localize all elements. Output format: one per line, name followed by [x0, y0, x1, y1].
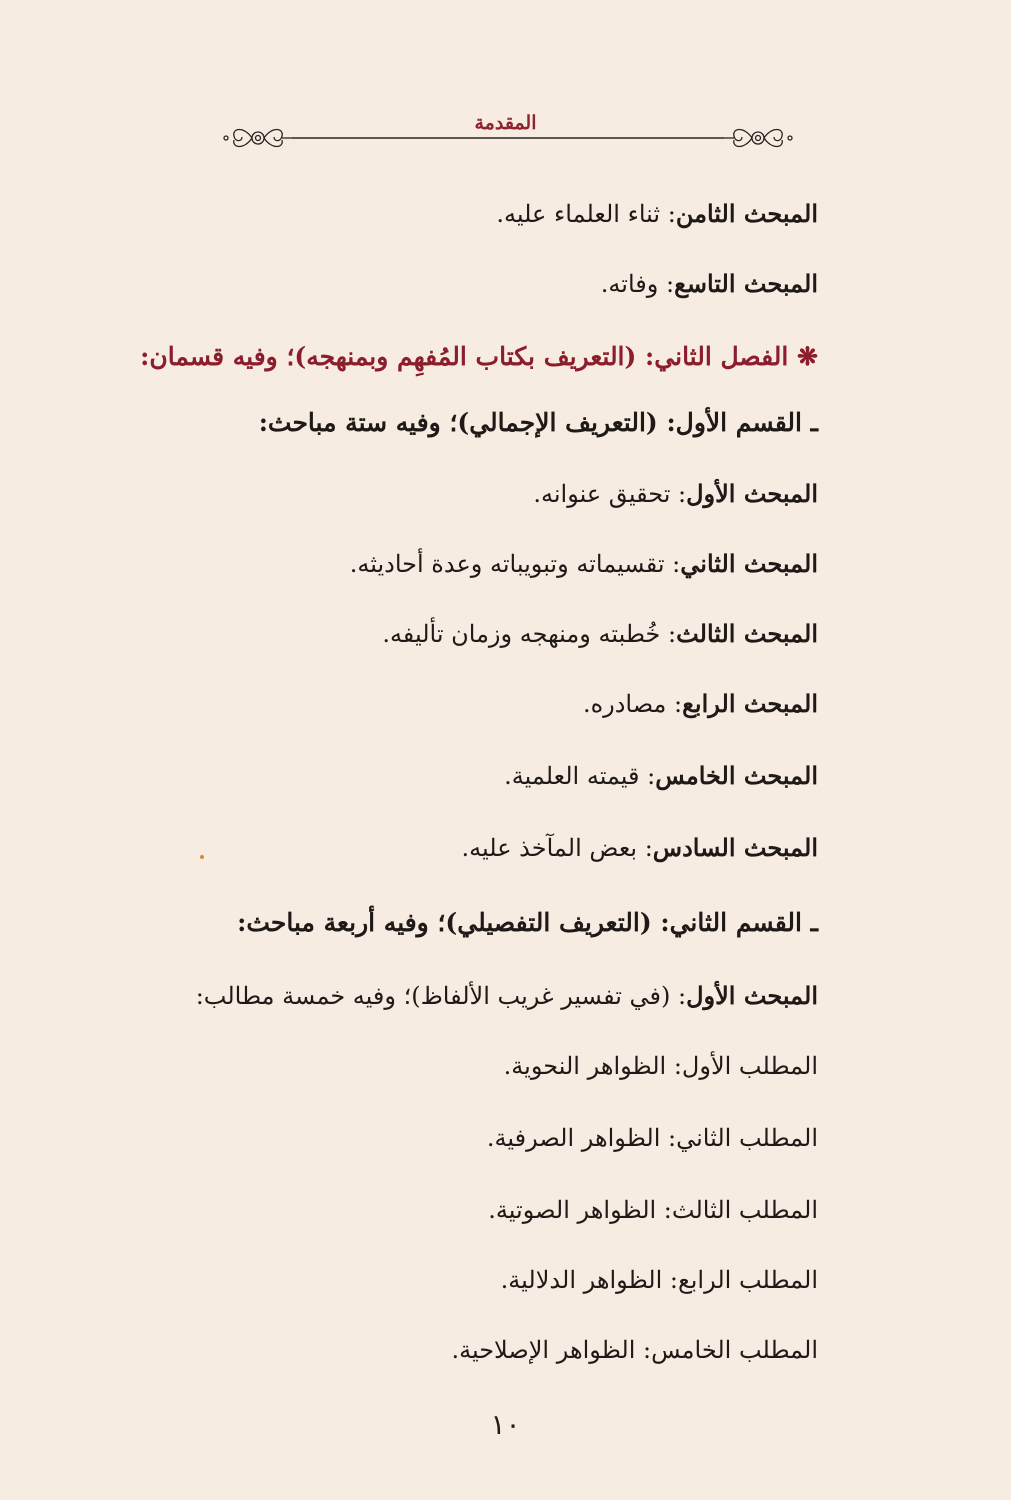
section-heading [259, 408, 818, 438]
sub-item-text: : الظواهر النحوية. [503, 1052, 682, 1080]
ink-speck [200, 855, 204, 859]
item-label: المبحث الرابع [682, 689, 818, 718]
sub-item-text: : الظواهر الصوتية. [488, 1196, 672, 1224]
item-text: : تحقيق عنوانه. [533, 480, 687, 508]
item-text: : ثناء العلماء عليه. [496, 200, 676, 228]
item-text: : قيمته العلمية. [504, 762, 656, 790]
item-text: : خُطبته ومنهجه وزمان تأليفه. [382, 620, 677, 648]
item-label: المبحث السادس [652, 833, 818, 862]
ornamental-header-rule [218, 116, 798, 156]
item-text: : مصادره. [582, 690, 683, 718]
chapter-text: الفصل الثاني: (التعريف بكتاب المُفهِم وبمنهجه)؛ وفيه قسمان: [140, 342, 789, 371]
list-item [196, 982, 818, 1011]
sub-item-label: المطلب الثالث [671, 1196, 818, 1224]
running-header: المقدمة [474, 112, 537, 134]
item-label: المبحث التاسع [674, 269, 818, 298]
sub-item [504, 1052, 818, 1081]
list-item [601, 270, 818, 299]
list-item [382, 620, 818, 649]
sub-item-text: : الظواهر الدلالية. [500, 1266, 678, 1294]
item-label: المبحث الثامن [675, 199, 818, 228]
item-label: المبحث الأول [686, 479, 818, 508]
list-item [350, 550, 818, 579]
list-item [583, 690, 818, 719]
list-item [496, 200, 818, 229]
page-number: ١٠ [490, 1408, 521, 1441]
section-heading [237, 908, 818, 938]
flourish-right-icon [724, 130, 792, 147]
item-text: : وفاته. [600, 270, 675, 298]
item-text: : بعض المآخذ عليه. [461, 834, 653, 862]
item-label: المبحث الثاني [680, 549, 818, 578]
item-text: : تقسيماته وتبويباته وعدة أحاديثه. [349, 550, 681, 578]
sub-item-label: المطلب الأول [681, 1052, 818, 1080]
item-text: : (في تفسير غريب الألفاظ)؛ وفيه خمسة مطالب: [195, 982, 687, 1010]
section-text: ـ القسم الأول: (التعريف الإجمالي)؛ وفيه ستة مباحث: [258, 408, 818, 437]
list-item [504, 762, 818, 791]
sub-item [488, 1196, 818, 1225]
sub-item [487, 1124, 818, 1153]
item-label: المبحث الثالث [676, 619, 818, 648]
chapter-heading [140, 342, 818, 372]
sub-item-label: المطلب الرابع [677, 1266, 818, 1294]
sub-item-text: : الظواهر الإصلاحية. [451, 1336, 652, 1364]
sub-item [451, 1336, 818, 1365]
list-item [462, 834, 818, 863]
item-label: المبحث الخامس [655, 761, 818, 790]
item-label: المبحث الأول [686, 981, 818, 1010]
section-text: ـ القسم الثاني: (التعريف التفصيلي)؛ وفيه أربعة مباحث: [237, 908, 818, 937]
list-item [533, 480, 818, 509]
flourish-left-icon [224, 130, 292, 147]
sub-item-text: : الظواهر الصرفية. [486, 1124, 677, 1152]
sub-item [501, 1266, 818, 1295]
sub-item-label: المطلب الخامس [651, 1336, 818, 1364]
sub-item-label: المطلب الثاني [676, 1124, 818, 1152]
asterism-icon: ❋ [797, 342, 818, 371]
